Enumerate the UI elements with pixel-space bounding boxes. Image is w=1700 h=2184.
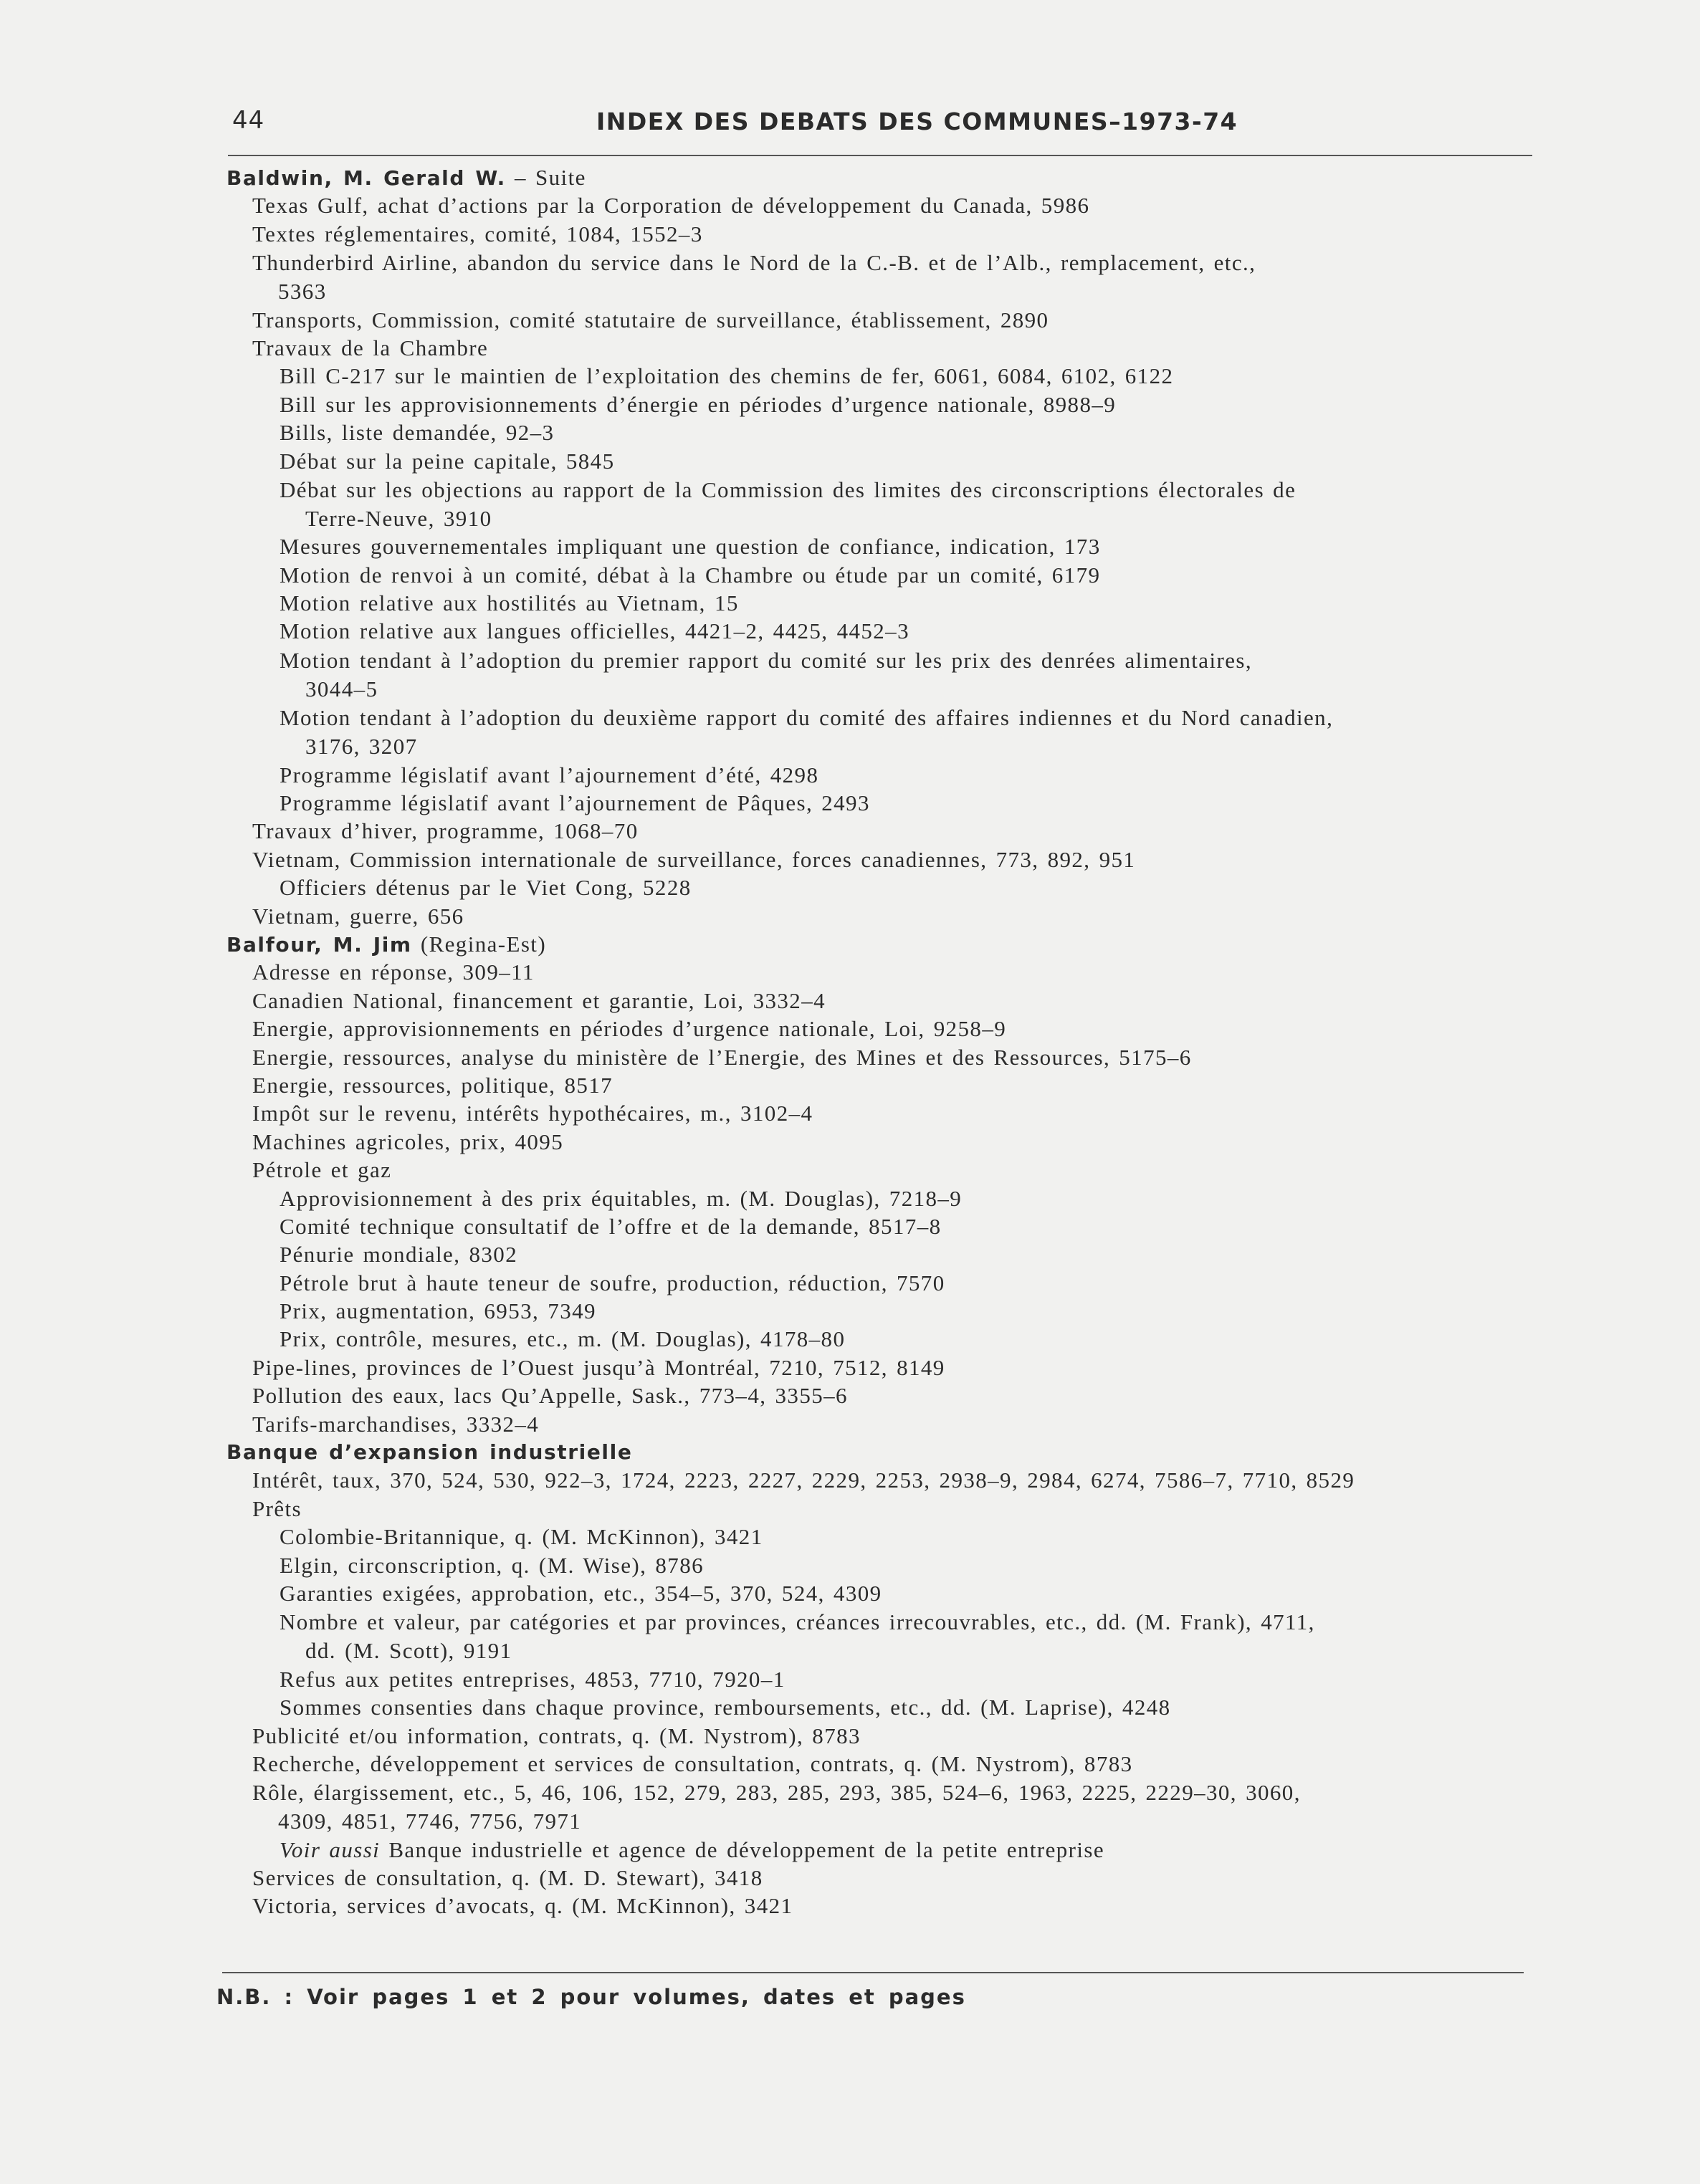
entry-text: Impôt sur le revenu, intérêts hypothécaires, m., 3102–4 [252,1101,813,1126]
entry-text: Comité technique consultatif de l’offre et de la demande, 8517–8 [280,1213,942,1239]
index-subsubentry [0,1325,1700,1353]
index-subsubentry [0,475,1700,504]
index-subentry [0,1495,1700,1523]
entry-text: Travaux d’hiver, programme, 1068–70 [252,818,639,844]
index-subentry [0,987,1700,1015]
entry-text: Vietnam, Commission internationale de surveillance, forces canadiennes, 773, 892, 951 [252,846,1136,872]
entry-text: Pétrole brut à haute teneur de soufre, production, réduction, 7570 [280,1270,945,1295]
index-subsubentry [0,589,1700,617]
index-subsubentry [0,561,1700,589]
entry-text: Pollution des eaux, lacs Qu’Appelle, Sask., 773–4, 3355–6 [252,1383,848,1409]
index-subentry [0,1722,1700,1750]
index-subsubentry [0,761,1700,789]
index-subsubentry [0,1212,1700,1240]
entry-continuation: Terre-Neuve, 3910 [305,505,492,531]
heading-suffix: (Regina-Est) [411,931,547,957]
entry-text: Nombre et valeur, par catégories et par provinces, créances irrecouvrables, etc., dd. (M. Frank), 4711, [280,1609,1315,1635]
entry-text: Officiers détenus par le Viet Cong, 5228 [280,875,692,901]
index-subsubentry [0,617,1700,645]
index-subentry [0,1750,1700,1778]
entry-text: Thunderbird Airline, abandon du service dans le Nord de la C.-B. et de l’Alb., remplacement, etc., [252,250,1256,276]
entry-text: Machines agricoles, prix, 4095 [252,1129,564,1154]
index-subsubentry [0,447,1700,475]
index-subsubentry [0,1579,1700,1607]
entry-continuation: 4309, 4851, 7746, 7756, 7971 [278,1809,582,1834]
index-subsubentry [0,1665,1700,1693]
page-title: INDEX DES DEBATS DES COMMUNES–1973-74 [596,107,1238,135]
index-subsubentry [0,1184,1700,1212]
entry-text: Texas Gulf, achat d’actions par la Corporation de développement du Canada, 5986 [252,193,1090,219]
header-rule [228,155,1532,156]
index-subsubentry [0,873,1700,901]
index-heading [0,163,1700,191]
page-header [228,106,1531,149]
entry-text: Prix, augmentation, 6953, 7349 [280,1298,596,1324]
entry-text: Motion tendant à l’adoption du deuxième rapport du comité des affaires indiennes et du Nord canadien, [280,705,1334,731]
index-subentry [0,817,1700,845]
index-subentry [0,334,1700,362]
index-subentry [0,1015,1700,1043]
index-subsubentry [0,646,1700,675]
entry-text: Sommes consenties dans chaque province, remboursements, etc., dd. (M. Laprise), 4248 [280,1695,1171,1720]
entry-text: Colombie-Britannique, q. (M. McKinnon), 3421 [280,1524,763,1550]
index-subsubentry [0,418,1700,446]
entry-text: Energie, ressources, politique, 8517 [252,1072,613,1098]
index-subentry [0,1071,1700,1099]
heading-name: Banque d’expansion industrielle [226,1440,633,1465]
index-entries [0,163,1700,1920]
index-subentry [0,1778,1700,1807]
index-subentry [0,306,1700,334]
entry-text: Energie, approvisionnements en périodes d’urgence nationale, Loi, 9258–9 [252,1016,1007,1042]
index-subsubentry [0,1551,1700,1579]
footer-note: N.B. : Voir pages 1 et 2 pour volumes, dates et pages [216,1985,966,2009]
heading-suffix: – Suite [505,165,586,190]
entry-text: Rôle, élargissement, etc., 5, 46, 106, 152, 279, 283, 285, 293, 385, 524–6, 1963, 2225, 2229–30, 3060, [252,1780,1301,1806]
entry-text: Tarifs-marchandises, 3332–4 [252,1411,540,1437]
index-subentry [0,1156,1700,1184]
entry-text: Pénurie mondiale, 8302 [280,1242,518,1268]
index-heading [0,930,1700,958]
entry-text: Banque industrielle et agence de développement de la petite entreprise [380,1836,1104,1862]
entry-text: Prix, contrôle, mesures, etc., m. (M. Douglas), 4178–80 [280,1326,846,1352]
entry-text: Travaux de la Chambre [252,335,489,360]
entry-text: Adresse en réponse, 309–11 [252,959,535,985]
entry-text: Bills, liste demandée, 92–3 [280,420,555,446]
entry-text: Publicité et/ou information, contrats, q. (M. Nystrom), 8783 [252,1723,861,1748]
index-subentry [0,220,1700,248]
index-subentry [0,1864,1700,1892]
footer-rule [222,1972,1524,1973]
index-subsubentry [0,1836,1700,1864]
index-subsubentry [0,1269,1700,1297]
entry-text: Garanties exigées, approbation, etc., 354–5, 370, 524, 4309 [280,1580,882,1606]
index-subentry [0,1381,1700,1409]
entry-text: Pétrole et gaz [252,1157,392,1183]
entry-text: Services de consultation, q. (M. D. Stewart), 3418 [252,1865,763,1891]
index-subentry [0,1466,1700,1494]
index-subsubentry [0,1297,1700,1325]
entry-text: Approvisionnement à des prix équitables, m. (M. Douglas), 7218–9 [280,1185,963,1211]
index-subsubentry [0,789,1700,817]
entry-text: Débat sur les objections au rapport de la Commission des limites des circonscriptions électorales de [280,476,1297,502]
entry-text: Programme législatif avant l’ajournement de Pâques, 2493 [280,790,870,816]
index-subentry [0,1354,1700,1381]
entry-text: Refus aux petites entreprises, 4853, 7710, 7920–1 [280,1666,785,1692]
entry-text: Elgin, circonscription, q. (M. Wise), 8786 [280,1552,705,1578]
entry-text: Motion relative aux langues officielles, 4421–2, 4425, 4452–3 [280,618,909,644]
entry-text: Bill C-217 sur le maintien de l’exploitation des chemins de fer, 6061, 6084, 6102, 6122 [280,363,1174,389]
index-subentry [0,1043,1700,1071]
entry-continuation: 5363 [278,279,327,305]
index-subsubentry [0,362,1700,390]
entry-text: Recherche, développement et services de consultation, contrats, q. (M. Nystrom), 8783 [252,1750,1133,1776]
entry-text: Pipe-lines, provinces de l’Ouest jusqu’à Montréal, 7210, 7512, 8149 [252,1354,945,1380]
heading-name: Baldwin, M. Gerald W. [226,166,506,190]
cross-reference-label: Voir aussi [280,1836,381,1862]
entry-text: Victoria, services d’avocats, q. (M. McKinnon), 3421 [252,1893,793,1919]
index-subentry [0,1892,1700,1920]
index-subentry [0,1128,1700,1156]
entry-text: Transports, Commission, comité statutaire de surveillance, établissement, 2890 [252,307,1049,332]
entry-text: Mesures gouvernementales impliquant une question de confiance, indication, 173 [280,534,1101,560]
index-subsubentry [0,1523,1700,1551]
index-subsubentry [0,532,1700,560]
index-heading [0,1438,1700,1466]
page-number: 44 [232,106,265,135]
entry-continuation: 3044–5 [305,676,378,701]
index-subsubentry [0,1693,1700,1721]
index-subentry [0,902,1700,930]
entry-text: Prêts [252,1495,302,1521]
entry-continuation: dd. (M. Scott), 9191 [305,1638,512,1664]
entry-text: Motion relative aux hostilités au Vietnam, 15 [280,590,739,616]
index-subentry [0,248,1700,277]
entry-text: Motion tendant à l’adoption du premier rapport du comité sur les prix des denrées alimentaires, [280,647,1252,673]
index-subsubentry [0,1240,1700,1268]
entry-text: Vietnam, guerre, 656 [252,903,464,929]
entry-text: Motion de renvoi à un comité, débat à la Chambre ou étude par un comité, 6179 [280,562,1101,588]
index-subentry [0,846,1700,873]
heading-name: Balfour, M. Jim [226,932,412,957]
index-subsubentry [0,1607,1700,1637]
entry-text: Bill sur les approvisionnements d’énergie en périodes d’urgence nationale, 8988–9 [280,391,1117,417]
index-subentry [0,958,1700,986]
index-subentry [0,191,1700,219]
index-subsubentry [0,391,1700,418]
entry-text: Intérêt, taux, 370, 524, 530, 922–3, 1724, 2223, 2227, 2229, 2253, 2938–9, 2984, 6274, 7586–7, 7710, 8529 [252,1467,1355,1493]
entry-text: Energie, ressources, analyse du ministère de l’Energie, des Mines et des Ressources, 5175–6 [252,1044,1192,1070]
entry-text: Programme législatif avant l’ajournement d’été, 4298 [280,762,819,787]
entry-text: Canadien National, financement et garantie, Loi, 3332–4 [252,987,826,1013]
index-subentry [0,1099,1700,1127]
index-subsubentry [0,703,1700,732]
index-subentry [0,1410,1700,1438]
entry-text: Textes réglementaires, comité, 1084, 1552–3 [252,221,703,246]
entry-continuation: 3176, 3207 [305,734,418,760]
entry-text: Débat sur la peine capitale, 5845 [280,448,615,474]
